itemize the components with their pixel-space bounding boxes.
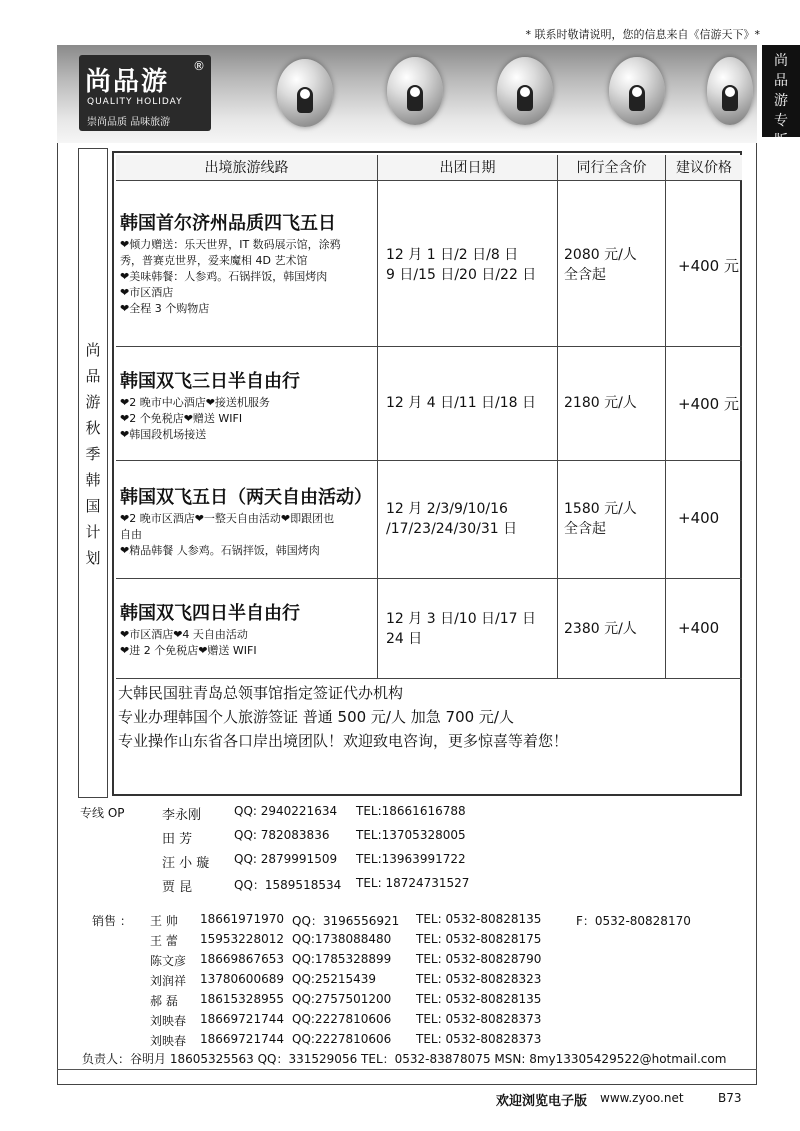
op-qq: QQ: 2879991509 [234, 852, 338, 866]
sales-tel: TEL: 0532-80828323 [416, 972, 542, 986]
sales-mobile: 15953228012 [200, 932, 284, 946]
date-line: 12 月 1 日/2 日/8 日 [386, 247, 519, 263]
side-tab [762, 45, 800, 149]
suggest-cell [666, 461, 742, 578]
price-line: 全含起 [564, 521, 606, 537]
dates-cell [378, 181, 558, 346]
route-desc: ❤进 2 个免税店❤赠送 WIFI [120, 644, 257, 657]
contacts-section [78, 800, 750, 1070]
sales-name: 刘润祥 [150, 974, 187, 988]
promo-block [118, 681, 568, 753]
sales-name: 刘映春 [150, 1014, 187, 1028]
sales-qq: QQ:1785328899 [292, 952, 392, 966]
price-cell [558, 579, 666, 678]
sales-tel: TEL: 0532-80828373 [416, 1012, 542, 1026]
op-tel: TEL:13705328005 [356, 828, 466, 842]
snow-globe-icon [497, 57, 553, 125]
route-desc: 自由 [120, 528, 142, 541]
route-desc: ❤市区酒店❤4 天自由活动 [120, 628, 248, 641]
op-qq: QQ：1589518534 [234, 878, 342, 892]
vertical-label: 尚品游秋季韩国计划 [85, 341, 101, 567]
sales-name: 陈文彦 [150, 954, 187, 968]
footer-site[interactable]: www.zyoo.net [600, 1091, 684, 1105]
sales-qq: QQ:1738088480 [292, 932, 392, 946]
logo-english: QUALITY HOLIDAY [87, 97, 183, 107]
op-name: 贾 昆 [162, 880, 193, 895]
tour-table [112, 151, 742, 796]
side-tab-text: 尚品游专版 [774, 53, 788, 149]
footer [0, 1086, 800, 1116]
op-name: 李永刚 [162, 808, 202, 823]
header-route: 出境旅游线路 [116, 155, 378, 181]
sales-qq: QQ：3196556921 [292, 914, 400, 928]
sales-tel: TEL: 0532-80828135 [416, 912, 542, 926]
price-cell [558, 181, 666, 346]
sales-mobile: 18669867653 [200, 952, 284, 966]
promo-line: 大韩民国驻青岛总领事馆指定签证代办机构 [118, 684, 404, 702]
table-row [116, 579, 742, 679]
route-desc: ❤2 晚市区酒店❤一整天自由活动❤即跟团也 [120, 512, 335, 525]
promo-line: 专业操作山东省各口岸出境团队！欢迎致电咨询，更多惊喜等着您！ [118, 732, 569, 750]
dates-cell [378, 579, 558, 678]
header-suggest: 建议价格 [666, 155, 742, 181]
date-line: 24 日 [386, 631, 423, 647]
banner [57, 45, 757, 143]
route-cell [116, 461, 378, 578]
header-dates: 出团日期 [378, 155, 558, 181]
logo-text: 尚品游 [85, 67, 170, 97]
sales-mobile: 13780600689 [200, 972, 284, 986]
op-name: 汪 小 璇 [162, 856, 210, 871]
route-desc: ❤市区酒店 [120, 286, 174, 299]
date-line: 9 日/15 日/20 日/22 日 [386, 267, 537, 283]
route-cell [116, 181, 378, 346]
route-cell [116, 579, 378, 678]
sales-mobile: 18669721744 [200, 1032, 284, 1046]
boss-line: 负责人：谷明月 18605325563 QQ：331529056 TEL：0532-83878075 MSN: 8my13305429522@hotmail.com [82, 1052, 727, 1066]
snow-globe-icon [387, 57, 443, 125]
sales-label: 销售 ： [92, 914, 132, 928]
logo-mark: ® [193, 59, 205, 73]
sales-qq: QQ:2227810606 [292, 1012, 392, 1026]
sales-tel: TEL: 0532-80828135 [416, 992, 542, 1006]
sales-mobile: 18669721744 [200, 1012, 284, 1026]
op-label: 专线 OP [80, 806, 125, 820]
table-row [116, 461, 742, 579]
page-number: B73 [718, 1091, 742, 1105]
dates-cell [378, 461, 558, 578]
logo-slogan: 崇尚品质 品味旅游 [87, 117, 171, 128]
route-desc: ❤倾力赠送：乐天世界，IT 数码展示馆，涂鸦 [120, 238, 341, 251]
price-line: 2380 元/人 [564, 621, 637, 637]
dates-cell [378, 347, 558, 460]
sales-tel: TEL: 0532-80828790 [416, 952, 542, 966]
sales-name: 王 蕾 [150, 934, 178, 948]
route-desc: 秀，普赛克世界，爱来魔相 4D 艺术馆 [120, 254, 308, 267]
suggest-price: +400 [678, 619, 720, 637]
snow-globe-icon [609, 57, 665, 125]
price-cell [558, 461, 666, 578]
route-desc: ❤精品韩餐 人参鸡。石锅拌饭，韩国烤肉 [120, 544, 320, 557]
op-tel: TEL: 18724731527 [356, 876, 470, 890]
table-row [116, 181, 742, 347]
op-tel: TEL:18661616788 [356, 804, 466, 818]
route-desc: ❤美味韩餐：人参鸡。石锅拌饭，韩国烤肉 [120, 270, 328, 283]
route-desc: ❤韩国段机场接送 [120, 428, 207, 441]
logo [79, 55, 211, 131]
sales-name: 刘映春 [150, 1034, 187, 1048]
route-title: 韩国双飞三日半自由行 [120, 371, 300, 392]
suggest-cell [666, 181, 742, 346]
footer-welcome: 欢迎浏览电子版 [496, 1094, 588, 1109]
price-line: 2180 元/人 [564, 395, 637, 411]
divider [57, 1069, 757, 1070]
sales-name: 郝 磊 [150, 994, 178, 1008]
op-qq: QQ: 782083836 [234, 828, 330, 842]
price-line: 1580 元/人 [564, 501, 637, 517]
sales-qq: QQ:25215439 [292, 972, 377, 986]
price-line: 全含起 [564, 267, 606, 283]
table-row [116, 347, 742, 461]
op-name: 田 芳 [162, 832, 193, 847]
route-title: 韩国首尔济州品质四飞五日 [120, 213, 336, 234]
sales-tel: TEL: 0532-80828373 [416, 1032, 542, 1046]
header-price: 同行全含价 [558, 155, 666, 181]
route-cell [116, 347, 378, 460]
route-desc: ❤全程 3 个购物店 [120, 302, 210, 315]
sales-qq: QQ:2757501200 [292, 992, 392, 1006]
route-desc: ❤2 晚市中心酒店❤接送机服务 [120, 396, 270, 409]
suggest-price: +400 元 [678, 395, 739, 413]
suggest-cell [666, 347, 742, 460]
suggest-price: +400 元 [678, 257, 739, 275]
route-title: 韩国双飞五日（两天自由活动） [120, 487, 372, 508]
top-note: * 联系时敬请说明，您的信息来自《信游天下》* [525, 28, 760, 41]
vertical-label-box [78, 148, 108, 798]
date-line: /17/23/24/30/31 日 [386, 521, 518, 537]
date-line: 12 月 4 日/11 日/18 日 [386, 395, 537, 411]
price-line: 2080 元/人 [564, 247, 637, 263]
route-title: 韩国双飞四日半自由行 [120, 603, 300, 624]
suggest-price: +400 [678, 509, 720, 527]
date-line: 12 月 3 日/10 日/17 日 [386, 611, 537, 627]
suggest-cell [666, 579, 742, 678]
sales-tel: TEL: 0532-80828175 [416, 932, 542, 946]
price-cell [558, 347, 666, 460]
snow-globe-icon [707, 57, 753, 125]
sales-fax: F：0532-80828170 [576, 914, 691, 928]
snow-globe-icon [277, 59, 333, 127]
route-desc: ❤2 个免税店❤赠送 WIFI [120, 412, 243, 425]
promo-line: 专业办理韩国个人旅游签证 普通 500 元/人 加急 700 元/人 [118, 708, 514, 726]
sales-name: 王 帅 [150, 914, 178, 928]
op-qq: QQ: 2940221634 [234, 804, 338, 818]
sales-mobile: 18615328955 [200, 992, 284, 1006]
op-tel: TEL:13963991722 [356, 852, 466, 866]
date-line: 12 月 2/3/9/10/16 [386, 501, 508, 517]
sales-mobile: 18661971970 [200, 912, 284, 926]
sales-qq: QQ:2227810606 [292, 1032, 392, 1046]
